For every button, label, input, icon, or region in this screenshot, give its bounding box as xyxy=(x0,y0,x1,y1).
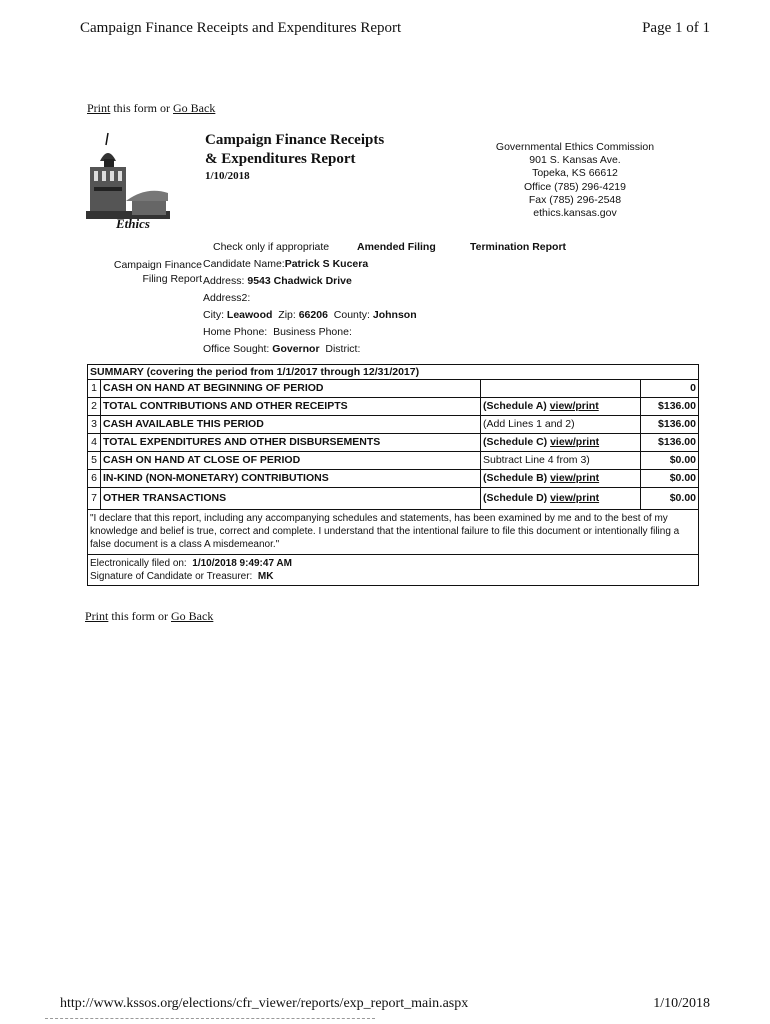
filed-on-row xyxy=(90,557,696,570)
office-sought-label: Office Sought: xyxy=(203,343,270,355)
footer-url: http://www.kssos.org/elections/cfr_viewer/reports/exp_report_main.aspx xyxy=(60,996,469,1011)
page-header xyxy=(80,20,710,42)
filing-report-label xyxy=(102,258,202,286)
row-number: 6 xyxy=(88,470,101,487)
schedule-text: (Schedule C) xyxy=(483,436,551,448)
filing-type-line xyxy=(213,241,567,253)
city-row xyxy=(203,309,417,321)
row-label: CASH ON HAND AT CLOSE OF PERIOD xyxy=(101,452,481,469)
commission-city: Topeka, KS 66612 xyxy=(532,167,618,180)
filing-label-line2: Filing Report xyxy=(142,273,202,285)
row-value: $0.00 xyxy=(669,454,696,466)
row-value: $136.00 xyxy=(658,400,696,412)
zip-value: 66206 xyxy=(298,309,328,321)
row-schedule xyxy=(481,398,641,415)
county-value: Johnson xyxy=(372,309,417,321)
row-label: CASH ON HAND AT BEGINNING OF PERIOD xyxy=(101,380,481,397)
summary-row xyxy=(88,380,698,398)
business-phone-label: Business Phone: xyxy=(273,326,352,338)
termination-report-option: Termination Report xyxy=(470,241,567,253)
summary-row xyxy=(88,416,698,434)
ethics-seal-image xyxy=(86,131,172,231)
filing-label-line1: Campaign Finance xyxy=(113,259,202,271)
row-value: $0.00 xyxy=(669,472,696,484)
row-value: $136.00 xyxy=(658,436,696,448)
address-label: Address: xyxy=(203,275,245,287)
address2-row xyxy=(203,292,250,304)
commission-street: 901 S. Kansas Ave. xyxy=(529,154,621,167)
summary-rows xyxy=(88,380,698,510)
go-back-link-bottom[interactable]: Go Back xyxy=(171,609,214,623)
candidate-name: Patrick S Kucera xyxy=(284,258,369,270)
summary-row xyxy=(88,470,698,488)
declaration-text: "I declare that this report, including any accompanying schedules and statements, has been examined by me and to the best of my knowledge and belief is true, correct and complete. I understand that the intentional failure to file this document or intentionally filing a false document is a class A misdemeanor." xyxy=(88,510,698,555)
office-sought-value: Governor xyxy=(272,343,320,355)
commission-web: ethics.kansas.gov xyxy=(533,207,617,220)
row-schedule xyxy=(481,452,641,469)
row-number: 3 xyxy=(88,416,101,433)
summary-row xyxy=(88,398,698,416)
report-title-line2: & Expenditures Report xyxy=(205,151,356,167)
signature-value: MK xyxy=(257,571,274,582)
page-title: Campaign Finance Receipts and Expenditures Report xyxy=(80,20,402,36)
summary-heading: SUMMARY (covering the period from 1/1/2017 through 12/31/2017) xyxy=(88,365,698,380)
view-print-link[interactable]: view/print xyxy=(550,436,600,448)
summary-row xyxy=(88,488,698,510)
row-schedule xyxy=(481,470,641,487)
schedule-text: (Schedule B) xyxy=(483,472,551,484)
row-label: TOTAL EXPENDITURES AND OTHER DISBURSEMENTS xyxy=(101,434,481,451)
city-value: Leawood xyxy=(226,309,273,321)
filed-on-label: Electronically filed on: xyxy=(90,558,187,569)
address2-label: Address2: xyxy=(203,292,251,304)
row-label: CASH AVAILABLE THIS PERIOD xyxy=(101,416,481,433)
row-value: 0 xyxy=(690,382,696,394)
schedule-text: Subtract Line 4 from 3) xyxy=(483,454,590,466)
commission-fax: Fax (785) 296-2548 xyxy=(528,193,622,206)
report-date: 1/10/2018 xyxy=(205,170,250,182)
row-schedule xyxy=(481,416,641,433)
county-label: County: xyxy=(333,309,370,321)
district-label: District: xyxy=(325,343,361,355)
office-row xyxy=(203,343,360,355)
row-schedule xyxy=(481,380,641,397)
view-print-link[interactable]: view/print xyxy=(550,472,600,484)
row-number: 2 xyxy=(88,398,101,415)
summary-table xyxy=(87,364,699,586)
row-label: TOTAL CONTRIBUTIONS AND OTHER RECEIPTS xyxy=(101,398,481,415)
filing-info xyxy=(88,555,698,585)
row-number: 5 xyxy=(88,452,101,469)
row-number: 7 xyxy=(88,488,101,509)
schedule-text: (Schedule D) xyxy=(483,492,551,504)
phone-row xyxy=(203,326,352,338)
schedule-text: (Add Lines 1 and 2) xyxy=(483,418,575,430)
commission-office-phone: Office (785) 296-4219 xyxy=(524,180,626,193)
city-label: City: xyxy=(203,309,224,321)
row-value: $136.00 xyxy=(658,418,696,430)
top-nav xyxy=(87,101,215,116)
nav-text-bottom: this form or xyxy=(108,609,172,623)
schedule-text: (Schedule A) xyxy=(483,400,550,412)
page-number: Page 1 of 1 xyxy=(642,20,710,36)
signature-label: Signature of Candidate or Treasurer: xyxy=(90,571,253,582)
row-label: OTHER TRANSACTIONS xyxy=(101,488,481,509)
summary-row xyxy=(88,452,698,470)
address-value: 9543 Chadwick Drive xyxy=(247,275,352,287)
print-link-bottom[interactable]: Print xyxy=(85,609,109,623)
address-row xyxy=(203,275,352,287)
check-prompt: Check only if appropriate xyxy=(213,241,330,253)
commission-name: Governmental Ethics Commission xyxy=(495,141,655,153)
row-schedule xyxy=(481,434,641,451)
footer-date: 1/10/2018 xyxy=(653,996,710,1011)
footer-rule xyxy=(45,1018,375,1019)
report-heading xyxy=(205,131,384,182)
seal-caption: Ethics xyxy=(116,216,150,231)
signature-row xyxy=(90,570,696,583)
candidate-name-row xyxy=(203,258,368,270)
bottom-nav xyxy=(85,609,213,624)
candidate-name-label: Candidate Name: xyxy=(203,258,285,270)
row-number: 1 xyxy=(88,380,101,397)
summary-row xyxy=(88,434,698,452)
view-print-link[interactable]: view/print xyxy=(550,492,600,504)
zip-label: Zip: xyxy=(278,309,296,321)
commission-address xyxy=(470,141,680,220)
filed-on-value: 1/10/2018 9:49:47 AM xyxy=(192,558,292,569)
row-value: $0.00 xyxy=(669,492,696,504)
row-schedule xyxy=(481,488,641,509)
nav-text: this form or xyxy=(110,101,174,115)
view-print-link[interactable]: view/print xyxy=(549,400,599,412)
report-title-line1: Campaign Finance Receipts xyxy=(205,132,385,148)
row-number: 4 xyxy=(88,434,101,451)
amended-filing-option: Amended Filing xyxy=(357,241,436,253)
home-phone-label: Home Phone: xyxy=(203,326,268,338)
print-link[interactable]: Print xyxy=(87,101,111,115)
go-back-link[interactable]: Go Back xyxy=(173,101,216,115)
row-label: IN-KIND (NON-MONETARY) CONTRIBUTIONS xyxy=(101,470,481,487)
